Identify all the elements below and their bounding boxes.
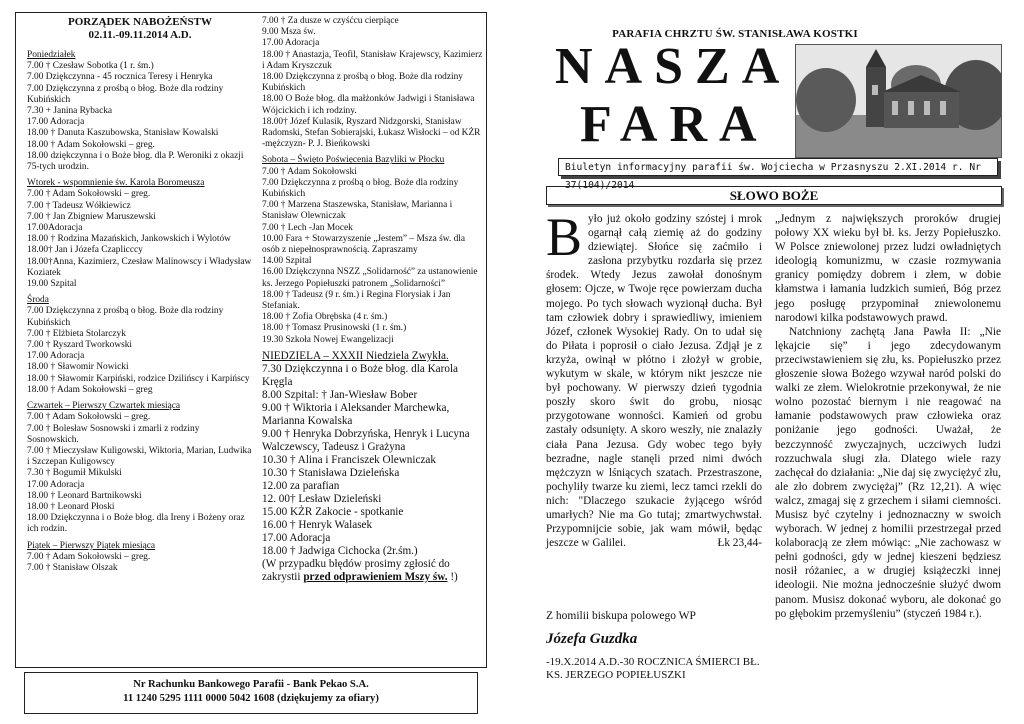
friday-line: 18.00† Józef Kulasik, Ryszard Nidzgorski, Stanisław Radomski, Stefan Sobierajski, Łukasz Wisłocki – od KŻR -mężczyzn- P. J. Bieńkowski	[262, 116, 481, 150]
schedule-line: 7.00 † Czesław Sobotka (1 r. śm.)	[27, 61, 154, 72]
schedule-line: 7.00 Dziękczynna - 45 rocznica Teresy i Henryka	[27, 72, 213, 83]
schedule-dates: 02.11.-09.11.2014 A.D.	[88, 29, 192, 41]
bulletin-info-bar: Biuletyn informacyjny parafii św. Wojciecha w Przasnyszu 2.XI.2014 r. Nr 37(104)/2014	[558, 158, 998, 176]
saturday-line: 10.00 Fara + Stowarzyszenie „Jestem” – Msza św. dla osób z niepełnosprawnością. Zapraszamy	[262, 233, 466, 256]
parish-name: PARAFIA CHRZTU ŚW. STANISŁAWA KOSTKI	[612, 28, 858, 40]
schedule-line: 17.00 Adoracja	[27, 351, 85, 362]
anniversary-note: -19.X.2014 A.D.-30 ROCZNICA ŚMIERCI BŁ. KS. JERZEGO POPIEŁUSZKI	[546, 656, 760, 681]
friday-line: 17.00 Adoracja	[262, 38, 320, 49]
friday-line: 18.00 † Anastazja, Teofil, Stanisław Krajewscy, Kazimierz i Adam Kryszczuk	[262, 49, 483, 71]
schedule-line: 18.00†Anna, Kazimierz, Czesław Malinowscy i Władysław Koziatek	[27, 256, 252, 278]
homily-text	[775, 212, 1001, 621]
homily-paragraph-1: „Jednym z największych proroków drugiej połowy XX wieku był bł. ks. Jerzy Popiełuszko. W Polsce zniewolonej przez ludzi owładniętych ideologią komunizmu, w czasie rozmywania granicy pomiędzy dobrem i złem, w dobie kłamstwa i łamania ludzkich sumień, Bóg przez jego posługę przypominał zniewolonemu narodowi kilka podstawowych prawd.	[775, 213, 1001, 324]
schedule-line: 18.00 † Adam Sokołowski – greg	[27, 384, 153, 395]
saturday-line: 18.00 † Zofia Obrębska (4 r. śm.)	[262, 312, 388, 323]
sunday-line: 16.00 † Henryk Walasek	[262, 518, 373, 531]
saturday-line: 7.00 † Marzena Staszewska, Stanisław, Marianna i Stanisław Olewniczak	[262, 200, 453, 222]
schedule-line: 18.00 † Sławomir Karpiński, rodzice Dzilińscy i Karpińscy	[27, 373, 250, 384]
day-header: Poniedziałek	[27, 50, 76, 60]
schedule-line: 7.00 Dziękczynna z prośbą o błog. Boże dla rodziny Kubińskich	[27, 306, 224, 328]
sermon-heading: SŁOWO BOŻE	[546, 186, 1002, 205]
sunday-line: 9.00 † Wiktoria i Aleksander Marchewka, Marianna Kowalska	[262, 401, 450, 427]
schedule-line: 18.00 Dziękczynna i o Boże błog. dla Ireny i Bożeny oraz ich rodzin.	[27, 513, 245, 535]
schedule-heading	[27, 16, 253, 42]
schedule-line: 7.30 † Bogumił Mikulski	[27, 468, 122, 479]
saturday-line: 7.00 † Adam Sokołowski	[262, 166, 357, 177]
error-note	[262, 558, 484, 584]
schedule-line: 17.00 Adoracja	[27, 479, 85, 490]
schedule-line: 7.00 † Stanisław Olszak	[27, 562, 118, 573]
note-end: !)	[447, 570, 458, 583]
sunday-header: NIEDZIELA – XXXII Niedziela Zwykła.	[262, 349, 449, 362]
sunday-line: 7.30 Dziękczynna i o Boże błog. dla Karola Kręgla	[262, 362, 459, 388]
schedule-line: 17.00Adoracja	[27, 223, 83, 234]
day-header: Piątek – Pierwszy Piątek miesiąca	[27, 540, 156, 551]
schedule-line: 7.00 † Jan Zbigniew Maruszewski	[27, 211, 156, 222]
friday-line: 18.00 Dziękczynna z prośbą o błog. Boże dla rodziny Kubińskich	[262, 72, 463, 94]
sunday-line: 12. 00† Lesław Dzieleński	[262, 492, 382, 505]
bank-account-box	[24, 672, 478, 714]
schedule-line: 7.00 † Adam Sokołowski – greg.	[27, 412, 151, 423]
schedule-line: 7.00 Dziękczynna z prośbą o błog. Boże dla rodziny Kubińskich	[27, 83, 224, 105]
friday-line: 18.00 O Boże błog. dla małżonków Jadwigi i Stanisława Wójcickich i ich rodziny.	[262, 94, 475, 116]
saturday-header: Sobota – Święto Poświęcenia Bazyliki w Płocku	[262, 155, 445, 166]
schedule-line: 7.00 † Elżbieta Stolarczyk	[27, 328, 126, 339]
schedule-column-2	[262, 16, 484, 584]
sunday-line: 12.00 za parafian	[262, 479, 340, 492]
saturday-lines	[262, 167, 484, 346]
saturday-line: 18.00 † Tomasz Prusinowski (1 r. śm.)	[262, 323, 407, 334]
schedule-line: 18.00 † Rodzina Mazańskich, Jankowskich i Wylotów	[27, 234, 231, 245]
schedule-line: 18.00 † Sławomir Nowicki	[27, 362, 129, 373]
schedule-line: 17.00 Adoracja	[27, 117, 85, 128]
sunday-line: 10.30 † Stanisława Dzieleńska	[262, 466, 400, 479]
gospel-text	[546, 207, 762, 550]
homily-paragraph-2: Natchniony zachętą Jana Pawła II: „Nie lękajcie się” i jego zdecydowanym przeciwstawieniem się złu, ks. Popiełuszko przez głoszenie słowa Bożego wzywał naród polski do walki ze złem. Wielokrotnie przekonywał, że nie wolno pozostać biernym i nie reagować na łamanie podstawowych praw człowieka oraz poniżanie jego godności. Uważał, że bezczynność zwyczajnych, uczciwych ludzi rozzuchwala sługi zła. Dlatego wiele razy zachęcał do działania: „Nie daj się zwyciężyć złu, ale zło dobrem zwyciężaj” (Rz 12,21). A więc walcz, zmagaj się z grzechem i siłami ciemności. Musisz być czytelny i jednoznaczny w swoich wyborach. W jednej z homilii przestrzegał przed kolaboracją ze złem mówiąc: „Nie zachowasz w pełni godności, gdy w jednej kieszeni będziesz nosił różaniec, a w drugiej książeczki innej ideologii. Nie można jednocześnie służyć dwom panom. Musisz dokonać wyboru, ale dokonać go po głębokim przemyśleniu” (styczeń 1984 r.).	[775, 325, 1001, 620]
schedule-line: 18.00 † Adam Sokołowski – greg.	[27, 139, 155, 150]
note-start: (W przypadku błędów prosimy zgłosić do zakrystii	[262, 557, 450, 583]
schedule-line: 7.00 † Bolesław Sosnowski i zmarli z rodziny Sosnowskich.	[27, 423, 200, 445]
sunday-line: 8.00 Szpital: † Jan-Wiesław Bober	[262, 388, 418, 401]
schedule-line: 7.30 + Janina Rybacka	[27, 106, 113, 117]
schedule-line: 18.00 † Leonard Płoski	[27, 501, 115, 512]
saturday-line: 16.00 Dziękczynna NSZZ „Solidarność” za ustanowienie ks. Jerzego Popiełuszki patronem „Solidarności”	[262, 267, 478, 289]
saturday-line: 7.00 Dziękczynna z prośbą o błog. Boże dla rodziny Kubińskich	[262, 177, 459, 200]
schedule-line: 7.00 † Tadeusz Wółkiewicz	[27, 200, 131, 211]
saturday-line: 7.00 † Lech -Jan Mocek	[262, 222, 353, 233]
note-bold: przed odprawieniem Mszy św.	[303, 570, 448, 583]
homily-author: Józefa Guzdka	[546, 631, 638, 647]
sunday-line: 18.00 † Jadwiga Cichocka (2r.śm.)	[262, 544, 418, 557]
bank-line-1: Nr Rachunku Bankowego Parafii - Bank Pekao S.A.	[133, 679, 369, 690]
friday-continued	[262, 16, 484, 150]
sunday-line: 17.00 Adoracja	[262, 531, 331, 544]
schedule-column-1	[27, 16, 253, 574]
friday-line: 7.00 † Za dusze w czyśćcu cierpiące	[262, 16, 399, 26]
day-header: Środa	[27, 295, 49, 306]
title-nasza: NASZA	[555, 38, 792, 95]
schedule-line: 7.00 † Adam Sokołowski – greg.	[27, 551, 151, 562]
sunday-line: 9.00 † Henryka Dobrzyńska, Henryk i Lucyna Walczewscy, Tadeusz i Grażyna	[262, 427, 470, 453]
verse-reference: Łk 23,44-	[717, 537, 762, 550]
schedule-line: 18.00 † Danuta Kaszubowska, Stanisław Kowalski	[27, 128, 219, 139]
saturday-line: 14.00 Szpital	[262, 256, 312, 267]
schedule-line: 18.00 dziękczynna i o Boże błog. dla P. Weroniki z okazji 75-tych urodzin.	[27, 150, 244, 173]
sunday-line: 15.00 KŻR Zakocie - spotkanie	[262, 505, 404, 518]
title-fara: FARA	[580, 96, 769, 153]
drop-cap: B	[546, 207, 583, 267]
sunday-line: 10.30 † Alina i Franciszek Olewniczak	[262, 453, 436, 466]
schedule-title: PORZĄDEK NABOŻEŃSTW	[68, 16, 212, 28]
schedule-line: 7.00 † Mieczysław Kuligowski, Wiktoria, Marian, Ludwika i Szczepan Kuligowscy	[27, 445, 252, 468]
schedule-line: 18.00 † Leonard Bartnikowski	[27, 490, 142, 501]
day-header: Wtorek - wspomnienie św. Karola Boromeusza	[27, 178, 205, 189]
schedule-days	[27, 50, 253, 574]
gospel-body: yło już około godziny szóstej i mrok ogarnął całą ziemię aż do godziny dziewiątej. Słońce się zaćmiło i zasłona przybytku rozdarła się przez środek. Wtedy Jezus zawołał donośnym głosem: Ojcze, w Twoje ręce powierzam ducha mojego. Po tych słowach wyzionął ducha. Był tam człowiek dobry i sprawiedliwy, imieniem Józef, członek Wysokiej Rady. On to udał się do Piłata i poprosił o ciało Jezusa. Zdjął je z krzyża, owinął w płótno i złożył w grobie, wykutym w skale, w którym nikt jeszcze nie był pochowany. W pierwszy dzień tygodnia poszły skoro świt do grobu, niosąc przygotowane wonności. Kamień od grobu zastały odsunięty. A skoro weszły, nie znalazły ciała Pana Jezusa. Gdy wobec tego były bezradne, nagle stanęli przed nimi dwóch mężczyzn w lśniących szatach. Przestraszone, pochyliły twarze ku ziemi, lecz tamci rzekli do nich: "Dlaczego szukacie żyjącego wśród umarłych? Nie ma Go tutaj; zmartwychwstał. Przypomnijcie sobie, jak wam mówił, będąc jeszcze w Galilei.	[546, 213, 762, 550]
saturday-line: 18.00 † Tadeusz (9 r. śm.) i Regina Florysiak i Jan Stefaniak.	[262, 289, 451, 312]
schedule-line: 18.00† Jan i Józefa Czaplicccy	[27, 245, 143, 256]
sunday-lines	[262, 363, 484, 558]
bank-line-2: 11 1240 5295 1111 0000 5042 1608 (dziękujemy za ofiary)	[123, 693, 379, 704]
saturday-line: 19.30 Szkoła Nowej Ewangelizacji	[262, 334, 394, 345]
schedule-line: 7.00 † Adam Sokołowski – greg.	[27, 189, 151, 200]
schedule-line: 7.00 † Ryszard Tworkowski	[27, 340, 133, 351]
friday-line: 9.00 Msza św.	[262, 27, 316, 38]
day-header: Czwartek – Pierwszy Czwartek miesiąca	[27, 401, 181, 412]
schedule-line: 19.00 Szpital	[27, 279, 77, 290]
homily-intro: Z homilii biskupa polowego WP	[546, 610, 696, 622]
church-photo-icon	[795, 44, 1002, 158]
